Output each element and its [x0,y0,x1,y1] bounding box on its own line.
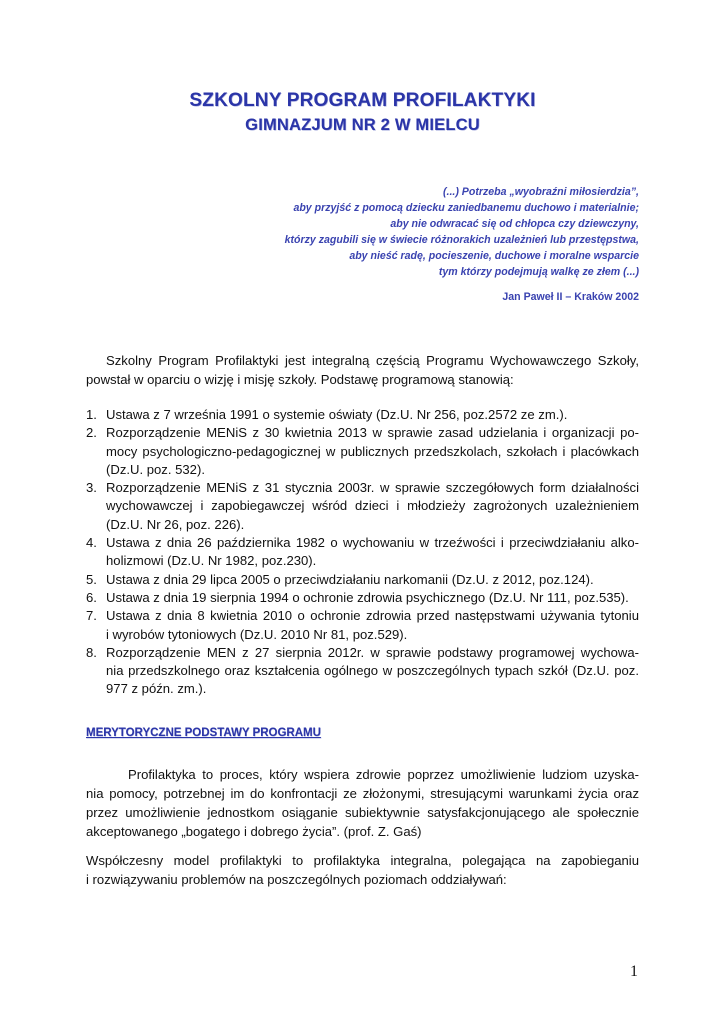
list-item-line: i wyrobów tytoniowych (Dz.U. 2010 Nr 81, poz.529). [106,626,408,642]
list-item-number: 2. [86,425,97,441]
list-item-number: 1. [86,407,97,422]
list-item-number: 3. [86,480,97,496]
list-item [86,424,639,479]
page-number: 1 [630,963,638,980]
list-item [86,607,639,644]
list-item [86,534,639,571]
list-item-line: nia przedszkolnego oraz kształcenia ogólnego w poszczególnych typach szkół (Dz.U. poz. [106,663,639,679]
list-item-line: Rozporządzenie MENiS z 31 stycznia 2003r. w sprawie szczegółowych form działalności [106,480,639,496]
list-item [86,406,639,424]
list-item-number: 4. [86,535,97,551]
motto-quote [219,184,639,280]
definition-line: akceptowanego „bogatego i dobrego życia”. (prof. Z. Gaś) [86,824,422,839]
list-item [86,571,639,589]
list-item-line: wychowawczej i zapobiegawczej wśród dzieci i młodzieży zagrożonych uzależnieniem [106,498,639,514]
list-item-number: 8. [86,644,97,660]
legal-bases-list [86,406,639,699]
list-item-line: Rozporządzenie MEN z 27 sierpnia 2012r. w sprawie podstawy programowej wychowa- [106,644,639,660]
list-item-number: 6. [86,589,97,605]
intro-paragraph [86,351,639,389]
definition-line: nia pomocy, potrzebnej im do konfrontacji ze złożonymi, stresującymi warunkami życia oraz [86,786,639,801]
definition-line: Profilaktyka to proces, który wspiera zdrowie poprzez umożliwienie ludziom uzyska- [128,767,639,782]
document-title: SZKOLNY PROGRAM PROFILAKTYKI [189,90,536,111]
list-item-line: mocy psychologiczno-pedagogicznej w publicznych przedszkolach, szkołach i placówkach [106,443,639,459]
motto-line: aby przyjść z pomocą dziecku zaniedbanemu duchowo i materialnie; [293,202,639,214]
model-line: i rozwiązywaniu problemów na poszczególnych poziomach oddziaływań: [86,872,507,887]
intro-line: Szkolny Program Profilaktyki jest integralną częścią Programu Wychowawczego Szkoły, [106,353,639,368]
list-item-line: 977 z późn. zm.). [106,681,207,697]
list-item-line: Ustawa z dnia 8 kwietnia 2010 o ochronie zdrowia przed następstwami używania tytoniu [106,608,639,624]
motto-line: tym którzy podejmują walkę ze złem (...) [438,266,639,278]
list-item-line: holizmowi (Dz.U. Nr 1982, poz.230). [106,553,317,569]
definition-paragraph [86,765,639,841]
list-item-line: (Dz.U. Nr 26, poz. 226). [106,516,245,532]
document-subtitle: GIMNAZJUM NR 2 W MIELCU [245,116,480,134]
list-item-line: Rozporządzenie MENiS z 30 kwietnia 2013 w sprawie zasad udzielania i organizacji po- [106,425,639,441]
list-item-line: (Dz.U. poz. 532). [106,461,205,477]
list-item-line: Ustawa z dnia 26 października 1982 o wychowaniu w trzeźwości i przeciwdziałaniu alko- [106,535,639,551]
list-item [86,589,639,607]
motto-line: (...) Potrzeba „wyobraźni miłosierdzia”, [442,186,639,198]
section-heading: MERYTORYCZNE PODSTAWY PROGRAMU [86,727,321,739]
list-item [86,479,639,534]
model-line: Współczesny model profilaktyki to profilaktyka integralna, polegająca na zapobieganiu [86,853,639,868]
definition-line: przez umożliwienie jednostkom osiąganie subiektywnie satysfakcjonującego ale społecznie [86,805,639,820]
motto-line: aby nieść radę, pocieszenie, duchowe i moralne wsparcie [349,250,639,262]
model-paragraph [86,851,639,889]
motto-line: którzy zagubili się w świecie różnorakich uzależnień lub przestępstwa, [284,234,639,246]
list-item-number: 7. [86,608,97,624]
list-item-number: 5. [86,571,97,587]
list-item-line: Ustawa z dnia 29 lipca 2005 o przeciwdziałaniu narkomanii (Dz.U. z 2012, poz.124). [106,571,594,587]
list-item-line: Ustawa z dnia 19 sierpnia 1994 o ochronie zdrowia psychicznego (Dz.U. Nr 111, poz.535). [106,589,629,605]
list-item [86,644,639,699]
intro-line: powstał w oparciu o wizję i misję szkoły. Podstawę programową stanowią: [86,372,514,387]
motto-line: aby nie odwracać się od chłopca czy dziewczyny, [390,218,639,230]
motto-author: Jan Paweł II – Kraków 2002 [502,291,639,303]
list-item-line: Ustawa z 7 września 1991 o systemie oświaty (Dz.U. Nr 256, poz.2572 ze zm.). [106,407,568,422]
